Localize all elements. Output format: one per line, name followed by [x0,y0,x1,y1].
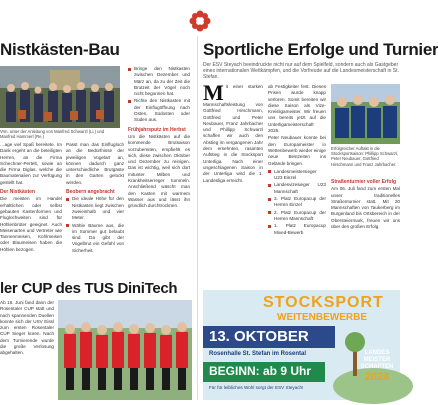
list-item: Landesmeistersieger U23 Einzel [268,169,326,182]
list-item: Bringe den Nistkasten zwischen Dezember und März an, da zu der Zeit die Brutzeit der Vögel noch nicht begonnen hat. [128,66,190,97]
left-column-a [0,142,62,254]
left-col-a-text2: Die meisten im Handel erhältlichen oder selbst gebauten Kastenformen und Fluglochweiten sind für Höhlenbrüter geeignet. Auch Meisenarten und Vertreter wie Tannenmeisen, Kohlmeisen oder Blaumeisen haben die Höhlen bezogen. [0,196,62,252]
right-column-c [331,176,400,231]
right-photo-caption: Erfolgreicher Auftakt in die Stocksportsaison: Phillipp Schwarzl, Peter Neubauer, Gottfried Hirschmann und Franz Jahrbacher. [331,146,399,167]
right-headline: Sportliche Erfolge und Turnier [203,40,438,59]
left-col-c-subhead: Frühjahrsputz im Herbst [128,126,186,133]
left-headline: Nistkästen-Bau [0,40,120,59]
event-advertisement [203,290,400,400]
list-item: Die ideale Höhe für den Nistkasten liegt zwischen zweieinhalb und vier Meter. [66,196,124,221]
right-col-a-text: it einer starken Mannschaftsleistung von Gottfried Hirschmann, Gottfried und Peter Neubauer, Franz Jahrbacher und Phillipp Schwarzl schaffen wir auch den Abstieg im vergangenen Jahr dem ersehnten, rasanten Aufstieg in die Stocksport Unterliga. Nach einer ungeschlagenen Saison in der Unterliga wird die 1. Landesliga erreicht. [203,84,263,183]
ad-venue: Rosenhalle St. Stefan im Rosental [209,351,307,357]
right-col-c-subhead: Straßenturnier voller Erfolg [331,179,397,185]
left-group-photo [0,66,120,128]
right-col-b-text: ab Festigkeiter fest. Dieses Prisen wurde knapp verloren. Somit bereiten wir diese Saison als Vize-Kreisligameister. Wir freuen uns bereits jetzt auf die Unterligameisterschaft 2025. [268,84,326,134]
left-col-b-subhead: Beobern angebracht [66,189,115,196]
ad-date: 13. OKTOBER [209,328,309,345]
left-col-b-bullets [66,196,124,254]
ad-badge [355,350,399,383]
left-col-c-bullets [128,66,190,124]
flower-ornament-icon [189,10,211,32]
right-col-c-text: Am 06. Juli fand zum ersten Mal unser traditionelles Straßenturnier statt. Mit 20 Mannschaften von Taukerberg im Burgenland bis Ortsbereich in der Obersteiermark, freuen wir uns über den großen Erfolg. [331,186,400,230]
ad-subtitle: WEITENBEWERBE [277,312,367,323]
right-team-photo [331,84,400,144]
dropcap: M [203,80,224,105]
list-item: Wähle Bäume aus, die im Sommer gut belaubt sind. Da gibt der Vogelbrut ein Gefühl von Sicherheit. [66,223,124,254]
ad-badge-line2: MEISTER [363,357,391,363]
right-intro: Der ESV Steyach beeindruckte nicht nur auf dem Spielfeld, sondern auch als Gastgeber eines internationalen Wettkämpfen, und die Vorfreude auf die Landesmeisterschaft in St. Stefan. [203,62,399,81]
ad-brand: STOCKSPORT [263,294,384,311]
left-col-a-text: …age viel Spaß bereitete. Im Dank ergeht an die beteiligten Herren, an die Firma Schechner-Pertelt, sowie an die Firma Diglas, welche die Baumaterialien zur Verfügung gestellt hat. [0,142,62,185]
left-column-b [66,142,124,255]
left-col-a-subhead: Der Nistkästen [0,189,36,196]
left-photo-caption: Vrm. unter der Anleitung von Manfred Schwarzl (Li.) und Manfred Hammerl (Re.) [0,129,105,140]
right-column-b [268,84,326,237]
ad-time: BEGINN: ab 9 Uhr [209,364,312,378]
ad-badge-line3: SCHAFTEN [360,364,394,370]
ad-note: Für für leibliches Wohl sorgt der ESV Steyach! [209,385,304,390]
right-col-b-text2: Peter Neubauer konnte bei den Europameister in Wettenbewerb wieder einige neue Bestzeiten ins Gelände bringen. [268,135,326,166]
list-item: Richte den Nistkasten mit der Einflugöffnung nach Osten, Südosten oder Süden aus. [128,98,190,123]
left-bottom-headline: ler CUP des TUS DiniTech [0,280,178,297]
list-item: 2. Platz Europacup der Herren Mannschaft [268,210,326,223]
left-column-c [128,66,190,211]
left-team-photo [58,300,192,400]
ad-time-banner [203,362,325,382]
page-gutter [197,36,198,400]
left-bottom-text: Ab 16. Juni fand dann der Rosentaler CUP statt und nach spannenden Duellen konnte sich der USV Eissl zum ersten Rosentaler CUP Sieger küren. Nach dem Turnierende wurde die große Verlosung abgehalten. [0,300,54,356]
right-column-a [203,80,263,184]
left-col-c-text: Um die Nistkästen auf die kommende Brutsaison vorzubereiten, empfiehlt es sich, diese zwischen Oktober und Dezember zu reinigen. Das ist wichtig, weil sich dort mitunter Milben und Krankheitserreger tummeln. Anschließend wäscht man den Kasten mit warmem Wasser aus und lässt ihn gründlich durchtrocknen. [128,133,190,209]
right-achievement-list [268,169,326,236]
list-item: 3. Platz Europacup der Herren Einzel [268,196,326,209]
list-item: 1. Platz Europacup Mixed-Bewerb [268,223,326,236]
list-item: Landesvizesieger U23 Mannschaft [268,182,326,195]
ad-badge-year: 2024 [364,371,390,383]
ad-date-banner [203,326,335,348]
left-col-b-text: Passt man das Einflugloch an die Bedürfnisse der jeweiligen Vogelart an, können dadurch ganz unterschiedliche Brutgäste in den Garten gelockt werden. [66,142,124,185]
ad-badge-line1: LANDES [364,350,390,356]
